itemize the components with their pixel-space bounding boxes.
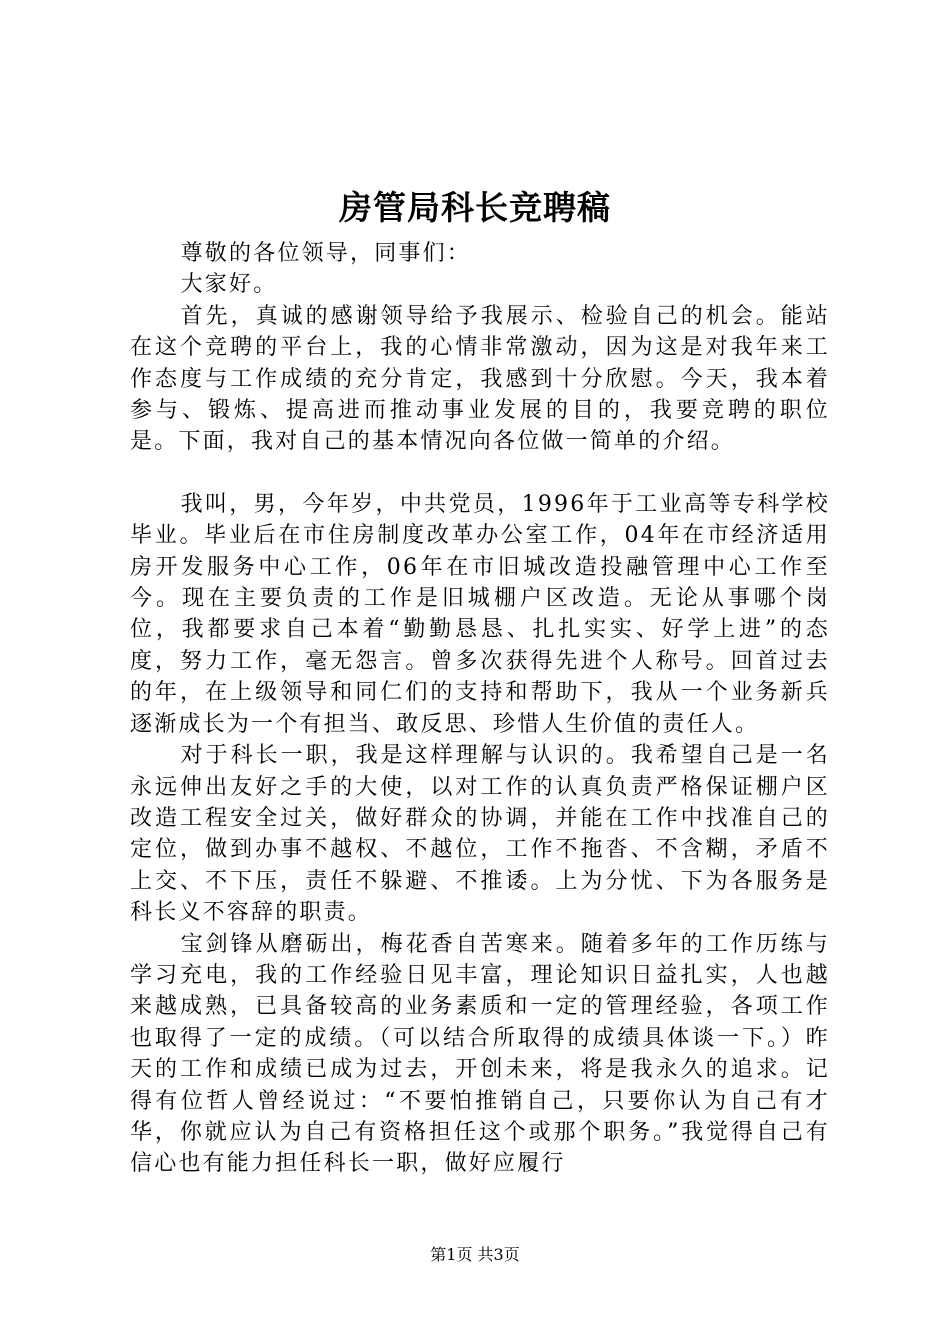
document-title: 房管局科长竞聘稿 [339, 188, 611, 227]
qualification-paragraph: 宝剑锋从磨砺出，梅花香自苦寒来。随着多年的工作历练与学习充电，我的工作经验日见丰富，理论知识日益扎实，人也越来越成熟，已具备较高的业务素质和一定的管理经验，各项工作也取得了一定的成绩。（可以结合所取得的成绩具体谈一下。）昨天的工作和成绩已成为过去，开创未来，将是我永久的追求。记得有位哲人曾经说过：“不要怕推销自己，只要你认为自己有才华，你就应认为自己有资格担任这个或那个职务。”我觉得自己有信心也有能力担任科长一职，做好应履行 [130, 931, 830, 1177]
salutation-paragraph: 尊敬的各位领导，同事们： [180, 241, 471, 266]
document-body [130, 238, 830, 1180]
greeting-paragraph: 大家好。 [180, 272, 278, 298]
page-number-footer: 第1页 共3页 [430, 1245, 520, 1264]
intro-paragraph: 首先，真诚的感谢领导给予我展示、检验自己的机会。能站在这个竞聘的平台上，我的心情非常激动，因为这是对我年来工作态度与工作成绩的充分肯定，我感到十分欣慰。今天，我本着参与、锻炼、提高进而推动事业发展的目的，我要竞聘的职位是。下面，我对自己的基本情况向各位做一简单的介绍。 [130, 303, 830, 455]
background-paragraph: 我叫，男，今年岁，中共党员，1996年于工业高等专科学校毕业。毕业后在市住房制度改革办公室工作，04年在市经济适用房开发服务中心工作，06年在市旧城改造投融管理中心工作至今。现在主要负责的工作是旧城棚户区改造。无论从事哪个岗位，我都要求自己本着“勤勤恳恳、扎扎实实、好学上进”的态度，努力工作，毫无怨言。曾多次获得先进个人称号。回首过去的年，在上级领导和同仁们的支持和帮助下，我从一个业务新兵逐渐成长为一个有担当、敢反思、珍惜人生价值的责任人。 [130, 491, 830, 737]
role-understanding-paragraph: 对于科长一职，我是这样理解与认识的。我希望自己是一名永远伸出友好之手的大使，以对工作的认真负责严格保证棚户区改造工程安全过关，做好群众的协调，并能在工作中找准自己的定位，做到办事不越权、不越位，工作不拖沓、不含糊，矛盾不上交、不下压，责任不躲避、不推诿。上为分忧、下为各服务是科长义不容辞的职责。 [130, 743, 830, 926]
